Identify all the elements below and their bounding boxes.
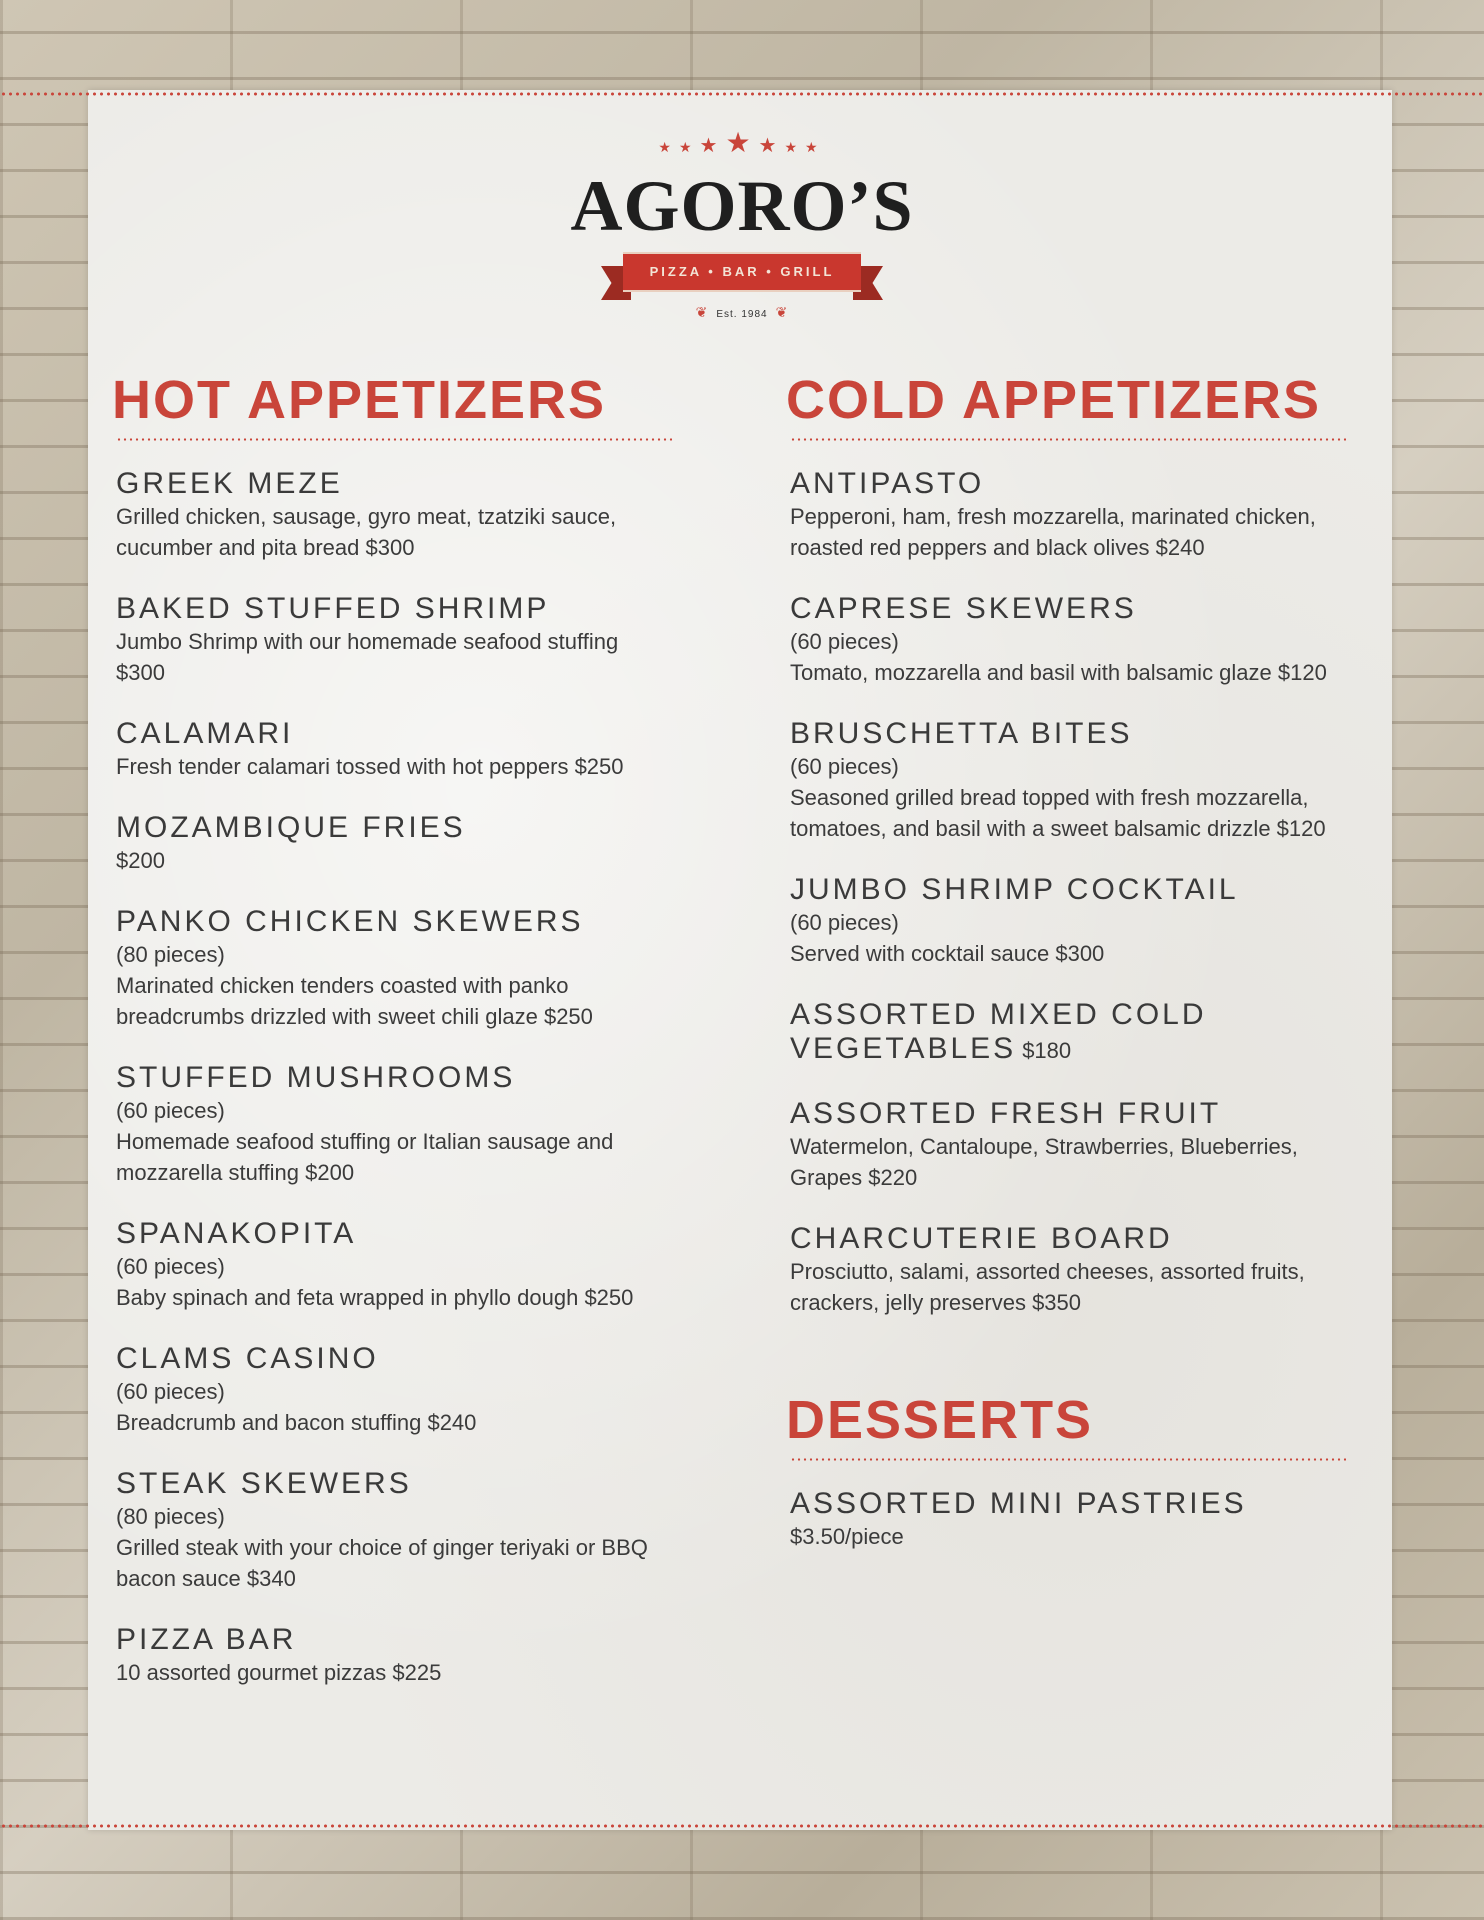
menu-item-name-text: MOZAMBIQUE FRIES	[116, 811, 466, 844]
menu-item-name-text: CAPRESE SKEWERS	[790, 592, 1137, 625]
menu-item-name	[790, 592, 1346, 626]
menu-item-description: Baby spinach and feta wrapped in phyllo dough $250	[116, 1285, 634, 1310]
cold-appetizers-section	[786, 368, 1346, 1581]
menu-item	[786, 467, 1346, 563]
bottom-dotted-border	[0, 1824, 1484, 1828]
menu-item-description: Watermelon, Cantaloupe, Strawberries, Blueberries, Grapes $220	[790, 1134, 1298, 1190]
ornament-icon: ❦	[775, 304, 789, 320]
section-divider	[790, 1458, 1346, 1461]
menu-item-quantity: (80 pieces)	[116, 942, 225, 967]
menu-item-description: Prosciutto, salami, assorted cheeses, assorted fruits, crackers, jelly preserves $350	[790, 1259, 1305, 1315]
menu-item-name	[116, 1623, 672, 1657]
menu-item-name-text: SPANAKOPITA	[116, 1217, 357, 1250]
top-dotted-border	[0, 92, 1484, 96]
menu-item-name-text: BAKED STUFFED SHRIMP	[116, 592, 550, 625]
menu-item-name	[116, 1342, 672, 1376]
menu-item	[786, 998, 1346, 1068]
menu-item	[786, 592, 1346, 688]
menu-item-name-text: ASSORTED MINI PASTRIES	[790, 1487, 1247, 1520]
menu-item-name	[790, 1487, 1346, 1521]
menu-item-name	[790, 998, 1346, 1068]
menu-item	[112, 1342, 672, 1438]
menu-item-name	[116, 717, 672, 751]
menu-item-name-text: PIZZA BAR	[116, 1623, 297, 1656]
menu-item-name	[790, 467, 1346, 501]
menu-item-name-text: STEAK SKEWERS	[116, 1467, 412, 1500]
section-title-cold: COLD APPETIZERS	[786, 370, 1322, 430]
menu-item-name	[790, 717, 1346, 751]
menu-item-description: $200	[116, 848, 165, 873]
menu-item	[112, 1061, 672, 1188]
section-divider	[790, 438, 1346, 441]
menu-item	[112, 467, 672, 563]
section-title-hot: HOT APPETIZERS	[112, 370, 607, 430]
menu-item-description: Pepperoni, ham, fresh mozzarella, marinated chicken, roasted red peppers and black olives $240	[790, 504, 1316, 560]
menu-item-name-text: ASSORTED FRESH FRUIT	[790, 1097, 1222, 1130]
menu-item-price: $180	[1022, 1038, 1072, 1063]
menu-item-quantity: (60 pieces)	[790, 754, 899, 779]
tagline-ribbon	[601, 252, 883, 300]
menu-item-description: Grilled steak with your choice of ginger teriyaki or BBQ bacon sauce $340	[116, 1535, 648, 1591]
menu-item-name-text: CLAMS CASINO	[116, 1342, 379, 1375]
menu-item-name-text: GREEK MEZE	[116, 467, 343, 500]
menu-item-quantity: (60 pieces)	[116, 1098, 225, 1123]
menu-item-name	[790, 1222, 1346, 1256]
menu-item	[786, 717, 1346, 844]
menu-item-name	[790, 1097, 1346, 1131]
menu-item-name-text: JUMBO SHRIMP COCKTAIL	[790, 873, 1239, 906]
menu-item-name-text: ANTIPASTO	[790, 467, 985, 500]
menu-item	[112, 592, 672, 688]
menu-item	[786, 873, 1346, 969]
menu-item-description: Fresh tender calamari tossed with hot peppers $250	[116, 754, 624, 779]
established-text: Est. 1984	[716, 309, 768, 320]
menu-item-description: $3.50/piece	[790, 1524, 904, 1549]
menu-item	[112, 1217, 672, 1313]
menu-item-quantity: (60 pieces)	[790, 910, 899, 935]
menu-item-name	[116, 905, 672, 939]
menu-item-quantity: (80 pieces)	[116, 1504, 225, 1529]
menu-item-name-text: STUFFED MUSHROOMS	[116, 1061, 516, 1094]
menu-item-name-text: CHARCUTERIE BOARD	[790, 1222, 1173, 1255]
menu-item-name	[790, 873, 1346, 907]
menu-item	[112, 811, 672, 876]
menu-item-quantity: (60 pieces)	[790, 629, 899, 654]
menu-item-name	[116, 811, 672, 845]
menu-item-name-text: BRUSCHETTA BITES	[790, 717, 1133, 750]
menu-item	[112, 1467, 672, 1594]
menu-item-description: Marinated chicken tenders coasted with panko breadcrumbs drizzled with sweet chili glaze $250	[116, 973, 593, 1029]
menu-item-description: 10 assorted gourmet pizzas $225	[116, 1660, 442, 1685]
menu-item	[112, 1623, 672, 1688]
menu-item-name	[116, 1217, 672, 1251]
menu-item-name	[116, 467, 672, 501]
menu-item	[786, 1222, 1346, 1318]
ornament-icon: ❦	[695, 304, 709, 320]
menu-item-description: Grilled chicken, sausage, gyro meat, tzatziki sauce, cucumber and pita bread $300	[116, 504, 617, 560]
menu-item-description: Seasoned grilled bread topped with fresh mozzarella, tomatoes, and basil with a sweet balsamic drizzle $120	[790, 785, 1326, 841]
desserts-section	[786, 1388, 1346, 1552]
menu-item	[786, 1487, 1346, 1552]
section-title-desserts: DESSERTS	[786, 1390, 1094, 1450]
brand-name: AGORO’S	[570, 166, 914, 246]
menu-item-description: Breadcrumb and bacon stuffing $240	[116, 1410, 477, 1435]
menu-item	[112, 905, 672, 1032]
menu-item-name-text: CALAMARI	[116, 717, 294, 750]
menu-item-quantity: (60 pieces)	[116, 1254, 225, 1279]
menu-item	[786, 1097, 1346, 1193]
menu-item-name-text: PANKO CHICKEN SKEWERS	[116, 905, 584, 938]
menu-item-name	[116, 592, 672, 626]
restaurant-logo	[0, 128, 1484, 321]
menu-item-description: Served with cocktail sauce $300	[790, 941, 1105, 966]
hot-appetizers-section	[112, 368, 672, 1717]
menu-item-name-text: ASSORTED MIXED COLD VEGETABLES	[790, 998, 1207, 1065]
stars-icon: ★★★★★★★	[658, 127, 826, 158]
menu-item-name	[116, 1467, 672, 1501]
tagline: PIZZA • BAR • GRILL	[623, 252, 861, 292]
menu-item-description: Jumbo Shrimp with our homemade seafood stuffing $300	[116, 629, 619, 685]
section-divider	[116, 438, 672, 441]
menu-item-name	[116, 1061, 672, 1095]
menu-item-quantity: (60 pieces)	[116, 1379, 225, 1404]
established-line	[0, 304, 1484, 321]
menu-item	[112, 717, 672, 782]
menu-item-description: Homemade seafood stuffing or Italian sausage and mozzarella stuffing $200	[116, 1129, 614, 1185]
menu-item-description: Tomato, mozzarella and basil with balsamic glaze $120	[790, 660, 1327, 685]
